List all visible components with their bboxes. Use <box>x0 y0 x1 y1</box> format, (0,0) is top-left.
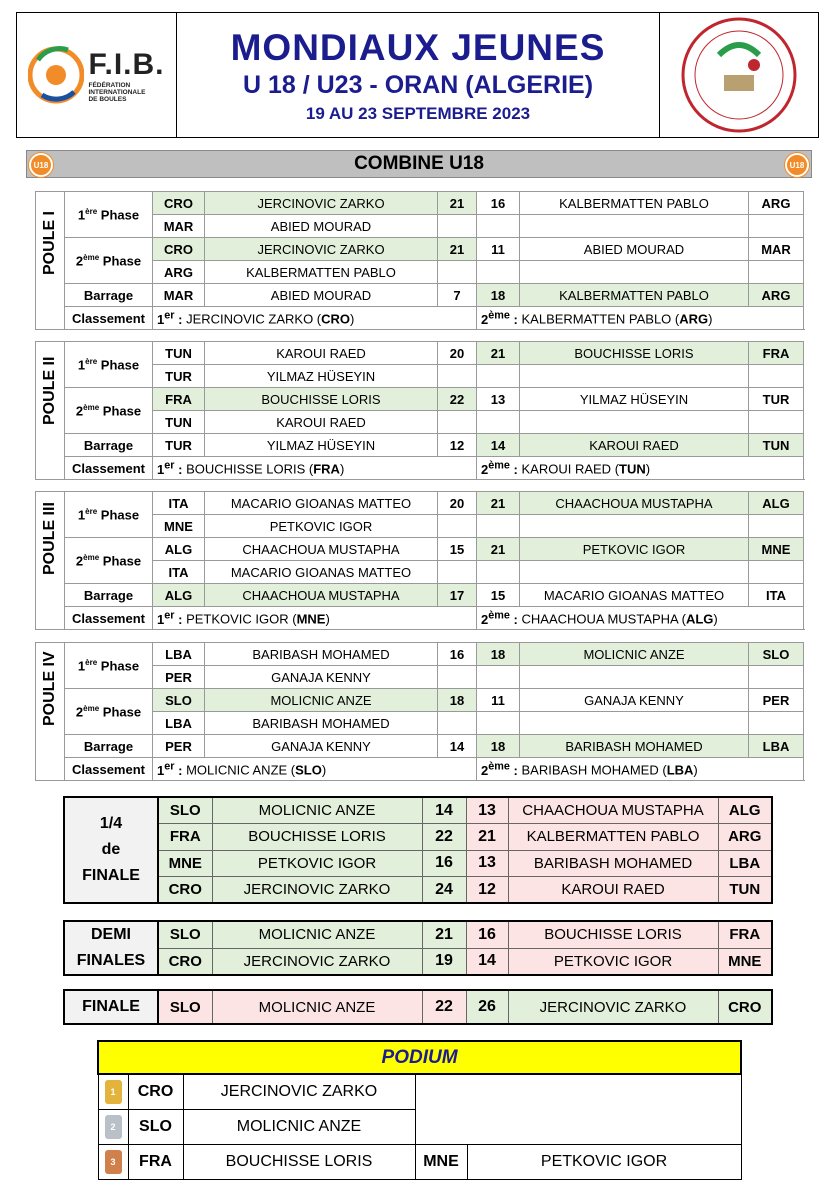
player-name <box>520 261 749 284</box>
player-name: CHAACHOUA MUSTAPHA <box>520 492 749 515</box>
phase-label: 1ère Phase <box>65 192 153 238</box>
country-code <box>749 411 804 434</box>
score <box>438 712 477 735</box>
score: 22 <box>422 824 466 851</box>
country-code: ITA <box>153 561 205 584</box>
score: 13 <box>466 797 508 824</box>
player-name: MOLICNIC ANZE <box>212 797 422 824</box>
country-code: MAR <box>153 284 205 307</box>
first-place: 1er : MOLICNIC ANZE (SLO) <box>153 758 477 781</box>
section-banner <box>26 150 812 178</box>
section-title: COMBINE U18 <box>354 153 484 174</box>
country-code: SLO <box>749 643 804 666</box>
score: 18 <box>477 643 520 666</box>
fib-line: FÉDÉRATION <box>88 81 131 89</box>
country-code: SLO <box>158 797 212 824</box>
player-name: CHAACHOUA MUSTAPHA <box>205 538 438 561</box>
phase-label: 2ème Phase <box>65 388 153 434</box>
player-name: KAROUI RAED <box>205 411 438 434</box>
player-name: MACARIO GIOANAS MATTEO <box>520 584 749 607</box>
podium-title: PODIUM <box>98 1041 741 1074</box>
score: 14 <box>422 797 466 824</box>
player-name: GANAJA KENNY <box>205 666 438 689</box>
score: 18 <box>438 689 477 712</box>
phase-label: 2ème Phase <box>65 689 153 735</box>
first-place: 1er : PETKOVIC IGOR (MNE) <box>153 607 477 630</box>
country-code: SLO <box>158 921 212 948</box>
country-code: MAR <box>153 215 205 238</box>
player-name: ABIED MOURAD <box>205 284 438 307</box>
pool-name: POULE I <box>36 192 65 330</box>
player-name: CHAACHOUA MUSTAPHA <box>205 584 438 607</box>
score: 22 <box>422 990 466 1024</box>
score <box>477 411 520 434</box>
phase-label: 1ère Phase <box>65 643 153 689</box>
score: 21 <box>477 342 520 365</box>
page-title: MONDIAUX JEUNES <box>230 26 606 68</box>
score: 21 <box>477 538 520 561</box>
player-name <box>520 411 749 434</box>
score <box>477 561 520 584</box>
country-code: ALG <box>718 797 772 824</box>
player-name: KAROUI RAED <box>508 877 718 904</box>
barrage-label: Barrage <box>65 735 153 758</box>
score <box>438 215 477 238</box>
player-name: MOLICNIC ANZE <box>205 689 438 712</box>
score: 20 <box>438 342 477 365</box>
score <box>477 515 520 538</box>
player-name: KALBERMATTEN PABLO <box>205 261 438 284</box>
country-code: ITA <box>749 584 804 607</box>
player-name: PETKOVIC IGOR <box>508 948 718 975</box>
player-name: JERCINOVIC ZARKO <box>205 192 438 215</box>
country-code: MAR <box>749 238 804 261</box>
oran-2023-logo <box>660 13 818 137</box>
title-block <box>177 13 660 137</box>
score: 17 <box>438 584 477 607</box>
second-place: 2ème : KALBERMATTEN PABLO (ARG) <box>477 307 804 330</box>
player-name: KALBERMATTEN PABLO <box>520 192 749 215</box>
country-code: CRO <box>153 238 205 261</box>
semi-final-table <box>63 920 773 976</box>
score <box>438 561 477 584</box>
quarter-final-table <box>63 796 773 904</box>
player-name: BOUCHISSE LORIS <box>520 342 749 365</box>
country-code: TUN <box>718 877 772 904</box>
country-code <box>749 712 804 735</box>
score: 7 <box>438 284 477 307</box>
barrage-label: Barrage <box>65 284 153 307</box>
player-name: BOUCHISSE LORIS <box>212 824 422 851</box>
score: 12 <box>466 877 508 904</box>
country-code: TUR <box>153 365 205 388</box>
country-code: CRO <box>153 192 205 215</box>
second-place: 2ème : CHAACHOUA MUSTAPHA (ALG) <box>477 607 804 630</box>
player-name: JERCINOVIC ZARKO <box>183 1074 415 1109</box>
score: 13 <box>466 850 508 877</box>
country-code: MNE <box>415 1144 467 1179</box>
score: 22 <box>438 388 477 411</box>
country-code <box>749 365 804 388</box>
page-subtitle: U 18 / U23 - ORAN (ALGERIE) <box>242 70 594 99</box>
barrage-label: Barrage <box>65 434 153 457</box>
player-name: PETKOVIC IGOR <box>467 1144 741 1179</box>
score: 14 <box>477 434 520 457</box>
country-code: FRA <box>153 388 205 411</box>
score: 21 <box>438 192 477 215</box>
player-name: PETKOVIC IGOR <box>520 538 749 561</box>
score: 21 <box>466 824 508 851</box>
score <box>438 515 477 538</box>
player-name: ABIED MOURAD <box>520 238 749 261</box>
score: 18 <box>477 284 520 307</box>
player-name: YILMAZ HÜSEYIN <box>520 388 749 411</box>
country-code: FRA <box>158 824 212 851</box>
u18-badge-left: U18 <box>29 153 53 177</box>
country-code: TUN <box>749 434 804 457</box>
player-name <box>520 561 749 584</box>
score: 12 <box>438 434 477 457</box>
phase-label: 2ème Phase <box>65 538 153 584</box>
player-name: JERCINOVIC ZARKO <box>212 948 422 975</box>
country-code: PER <box>749 689 804 712</box>
player-name <box>520 712 749 735</box>
country-code: MNE <box>153 515 205 538</box>
score: 24 <box>422 877 466 904</box>
player-name: MACARIO GIOANAS MATTEO <box>205 561 438 584</box>
pool-table <box>35 491 804 630</box>
score: 18 <box>477 735 520 758</box>
country-code: ALG <box>749 492 804 515</box>
player-name: MOLICNIC ANZE <box>212 990 422 1024</box>
score <box>477 365 520 388</box>
score: 21 <box>477 492 520 515</box>
player-name: PETKOVIC IGOR <box>205 515 438 538</box>
country-code: CRO <box>158 948 212 975</box>
player-name <box>520 365 749 388</box>
score: 16 <box>422 850 466 877</box>
fib-name: F.I.B. <box>88 47 165 81</box>
pool-name: POULE II <box>36 342 65 480</box>
score: 20 <box>438 492 477 515</box>
player-name: MOLICNIC ANZE <box>520 643 749 666</box>
second-place: 2ème : KAROUI RAED (TUN) <box>477 457 804 480</box>
score <box>477 215 520 238</box>
empty-cell <box>415 1074 741 1144</box>
country-code: SLO <box>153 689 205 712</box>
country-code: FRA <box>749 342 804 365</box>
country-code: ARG <box>749 284 804 307</box>
player-name: CHAACHOUA MUSTAPHA <box>508 797 718 824</box>
header <box>16 12 819 138</box>
player-name: KAROUI RAED <box>520 434 749 457</box>
score: 15 <box>438 538 477 561</box>
country-code: ARG <box>718 824 772 851</box>
player-name <box>520 215 749 238</box>
country-code: ALG <box>153 584 205 607</box>
round-label: 1/4 de FINALE <box>64 797 158 903</box>
country-code: LBA <box>153 643 205 666</box>
player-name: BARIBASH MOHAMED <box>520 735 749 758</box>
score: 21 <box>422 921 466 948</box>
event-dates: 19 AU 23 SEPTEMBRE 2023 <box>305 103 531 123</box>
fib-ball-icon <box>28 40 84 110</box>
country-code: TUN <box>153 411 205 434</box>
fib-line: DE BOULES <box>88 95 127 103</box>
player-name: ABIED MOURAD <box>205 215 438 238</box>
country-code: TUN <box>153 342 205 365</box>
final-label: FINALE <box>64 990 158 1024</box>
country-code: CRO <box>718 990 772 1024</box>
player-name: YILMAZ HÜSEYIN <box>205 365 438 388</box>
player-name: BOUCHISSE LORIS <box>183 1144 415 1179</box>
score <box>438 261 477 284</box>
round-label: DEMI FINALES <box>64 921 158 975</box>
country-code: FRA <box>128 1144 183 1179</box>
player-name: BARIBASH MOHAMED <box>508 850 718 877</box>
country-code: MNE <box>718 948 772 975</box>
player-name: JERCINOVIC ZARKO <box>508 990 718 1024</box>
player-name <box>520 666 749 689</box>
pool-table <box>35 642 804 781</box>
score: 16 <box>438 643 477 666</box>
bronze-medal-icon: 3 <box>98 1144 128 1179</box>
country-code: LBA <box>718 850 772 877</box>
score: 21 <box>438 238 477 261</box>
country-code <box>749 515 804 538</box>
country-code: PER <box>153 666 205 689</box>
pool-name: POULE III <box>36 492 65 630</box>
country-code: ARG <box>153 261 205 284</box>
second-place: 2ème : BARIBASH MOHAMED (LBA) <box>477 758 804 781</box>
country-code: TUR <box>749 388 804 411</box>
country-code: ITA <box>153 492 205 515</box>
first-place: 1er : BOUCHISSE LORIS (FRA) <box>153 457 477 480</box>
barrage-label: Barrage <box>65 584 153 607</box>
fib-logo <box>17 13 177 137</box>
country-code <box>749 666 804 689</box>
score: 15 <box>477 584 520 607</box>
country-code: LBA <box>153 712 205 735</box>
score <box>477 712 520 735</box>
score: 19 <box>422 948 466 975</box>
player-name: YILMAZ HÜSEYIN <box>205 434 438 457</box>
player-name: MACARIO GIOANAS MATTEO <box>205 492 438 515</box>
u18-badge-right: U18 <box>785 153 809 177</box>
country-code: LBA <box>749 735 804 758</box>
score: 11 <box>477 689 520 712</box>
country-code: TUR <box>153 434 205 457</box>
player-name: JERCINOVIC ZARKO <box>205 238 438 261</box>
pool-table <box>35 191 804 330</box>
classement-label: Classement <box>65 307 153 330</box>
country-code: CRO <box>158 877 212 904</box>
classement-label: Classement <box>65 457 153 480</box>
score: 13 <box>477 388 520 411</box>
score <box>477 261 520 284</box>
country-code: MNE <box>158 850 212 877</box>
player-name: KALBERMATTEN PABLO <box>520 284 749 307</box>
podium-table <box>97 1040 742 1180</box>
pool-name: POULE IV <box>36 643 65 781</box>
player-name: BARIBASH MOHAMED <box>205 643 438 666</box>
score: 26 <box>466 990 508 1024</box>
country-code <box>749 561 804 584</box>
country-code: ARG <box>749 192 804 215</box>
player-name: GANAJA KENNY <box>520 689 749 712</box>
player-name: BARIBASH MOHAMED <box>205 712 438 735</box>
score <box>477 666 520 689</box>
country-code: FRA <box>718 921 772 948</box>
score: 16 <box>466 921 508 948</box>
player-name: MOLICNIC ANZE <box>183 1109 415 1144</box>
score <box>438 666 477 689</box>
player-name: MOLICNIC ANZE <box>212 921 422 948</box>
country-code: SLO <box>158 990 212 1024</box>
player-name: KAROUI RAED <box>205 342 438 365</box>
country-code: CRO <box>128 1074 183 1109</box>
score <box>438 411 477 434</box>
player-name: PETKOVIC IGOR <box>212 850 422 877</box>
country-code <box>749 215 804 238</box>
country-code: SLO <box>128 1109 183 1144</box>
classement-label: Classement <box>65 758 153 781</box>
phase-label: 1ère Phase <box>65 492 153 538</box>
player-name: JERCINOVIC ZARKO <box>212 877 422 904</box>
score: 14 <box>438 735 477 758</box>
score: 14 <box>466 948 508 975</box>
fib-line: INTERNATIONALE <box>88 88 146 96</box>
final-table <box>63 989 773 1025</box>
phase-label: 1ère Phase <box>65 342 153 388</box>
pool-table <box>35 341 804 480</box>
score: 16 <box>477 192 520 215</box>
score: 11 <box>477 238 520 261</box>
player-name: BOUCHISSE LORIS <box>508 921 718 948</box>
first-place: 1er : JERCINOVIC ZARKO (CRO) <box>153 307 477 330</box>
player-name <box>520 515 749 538</box>
silver-medal-icon: 2 <box>98 1109 128 1144</box>
country-code: MNE <box>749 538 804 561</box>
country-code: ALG <box>153 538 205 561</box>
player-name: KALBERMATTEN PABLO <box>508 824 718 851</box>
player-name: BOUCHISSE LORIS <box>205 388 438 411</box>
score <box>438 365 477 388</box>
player-name: GANAJA KENNY <box>205 735 438 758</box>
gold-medal-icon: 1 <box>98 1074 128 1109</box>
classement-label: Classement <box>65 607 153 630</box>
phase-label: 2ème Phase <box>65 238 153 284</box>
country-code <box>749 261 804 284</box>
country-code: PER <box>153 735 205 758</box>
